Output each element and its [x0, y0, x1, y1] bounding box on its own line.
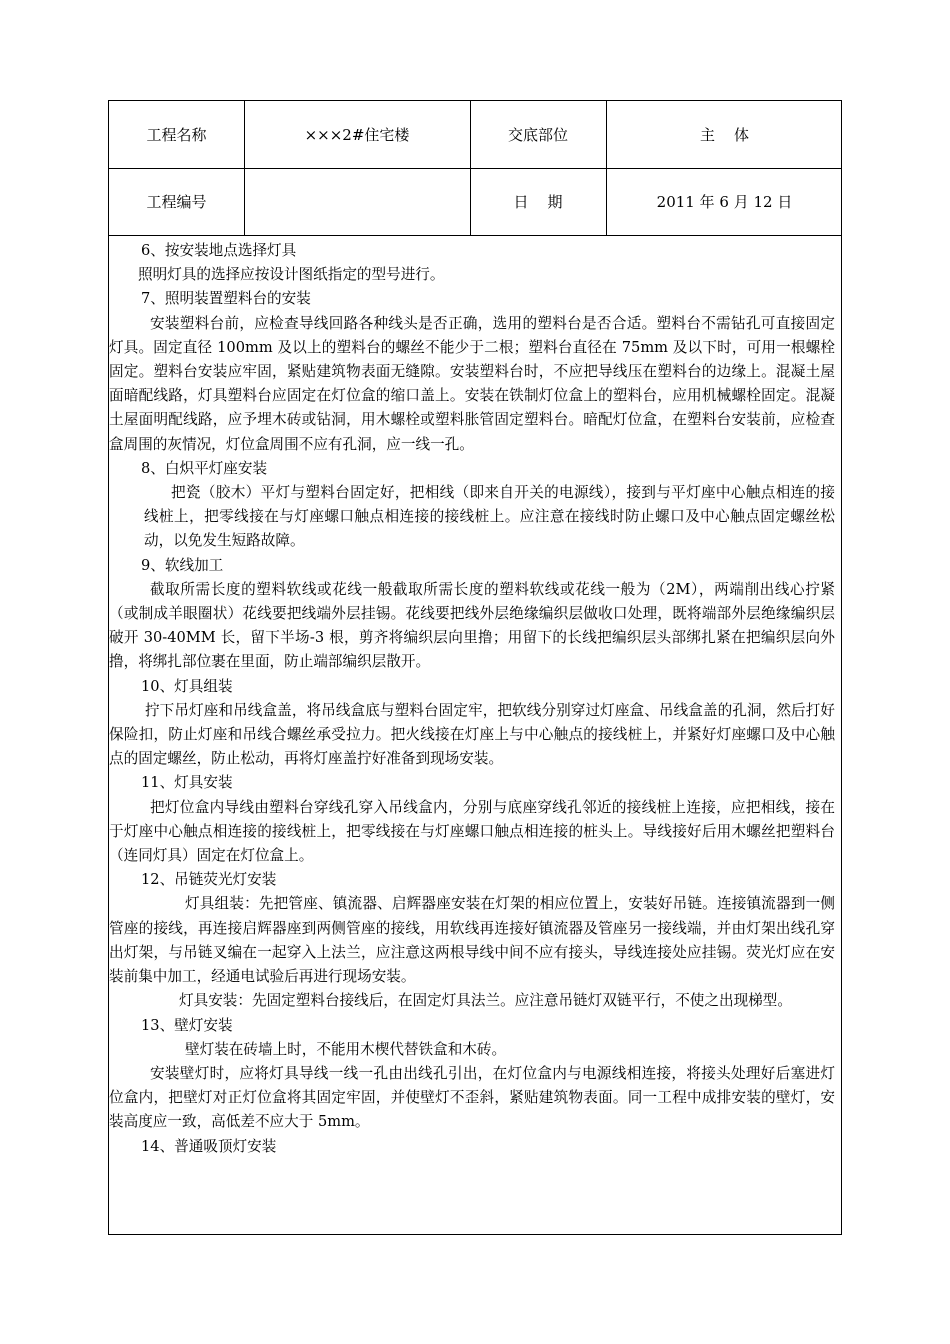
section-10-title: 10、灯具组装 [141, 677, 233, 695]
section-12-paragraph-1: 灯具组装：先把管座、镇流器、启辉器座安装在灯架的相应位置上，安装好吊链。连接镇流器到一侧管座的接线，再连接启辉器座到两侧管座的接线，用软线再连接好镇流器及管座另一接线端，并由灯架出线孔穿出灯架，与吊链叉编在一起穿入上法兰，应注意这两根导线中间不应有接头，导线连接处应挂锡。荧光灯应在安装前集中加工，经通电试验后再进行现场安装。 [109, 895, 835, 986]
section-6-title: 6、按安装地点选择灯具 [141, 242, 297, 259]
project-no-label: 工程编号 [146, 193, 207, 211]
section-12-paragraph-2: 灯具安装：先固定塑料台接线后，在固定灯具法兰。应注意吊链灯双链平行，不使之出现梯型。 [179, 992, 792, 1010]
section-13-paragraph-2: 安装壁灯时，应将灯具导线一线一孔由出线孔引出，在灯位盒内与电源线相连接，将接头处理好后塞进灯位盒内，把壁灯对正灯位盒将其固定牢固，并使壁灯不歪斜，紧贴建筑物表面。同一工程中成排安装的壁灯，安装高度应一致，高低差不应大于 5mm。 [109, 1064, 835, 1131]
section-12-title: 12、吊链荧光灯安装 [141, 871, 277, 889]
document-frame [108, 100, 842, 1235]
section-10-paragraph: 拧下吊灯座和吊线盒盖，将吊线盒底与塑料台固定牢，把软线分别穿过灯座盒、吊线盒盖的孔洞，然后打好保险扣，防止灯座和吊线合螺丝承受拉力。把火线接在灯座上与中心触点的接线桩上，并紧好灯座螺口及中心触点的固定螺丝，防止松动，再将灯座盖拧好准备到现场安装。 [109, 701, 835, 768]
section-11-paragraph: 把灯位盒内导线由塑料台穿线孔穿入吊线盒内，分别与底座穿线孔邻近的接线桩上连接，应把相线，接在于灯座中心触点相连接的接线桩上，把零线接在与灯座螺口触点相连接的桩头上。导线接好后用木螺丝把塑料台（连同灯具）固定在灯位盒上。 [109, 798, 835, 865]
date-label: 日 期 [513, 193, 563, 211]
section-9-title: 9、软线加工 [141, 556, 224, 574]
section-9-paragraph: 截取所需长度的塑料软线或花线一般截取所需长度的塑料软线或花线一般为（2M），两端削出线心拧紧（或制成羊眼圈状）花线要把线端外层挂锡。花线要把线外层绝缘编织层做收口处理，既将端部外层绝缘编织层破开 30-40MM 长，留下半场-3 根，剪齐将编织层向里撸；用留下的长线把编织层头部绑扎紧在把编织层向外撸，将绑扎部位裹在里面，防止端部编织层散开。 [109, 580, 835, 671]
section-8-paragraph: 把瓷（胶木）平灯与塑料台固定好，把相线（即来自开关的电源线），接到与平灯座中心触点相连的接线桩上，把零线接在与灯座螺口触点相连接的接线桩上。应注意在接线时防止螺口及中心触点固定螺丝松动，以免发生短路故障。 [144, 484, 835, 550]
project-name-label: 工程名称 [146, 126, 207, 144]
project-name-value: ×××2#住宅楼 [304, 126, 410, 144]
section-13-paragraph-1: 壁灯装在砖墙上时，不能用木楔代替铁盒和木砖。 [185, 1040, 507, 1058]
project-no-value [244, 168, 470, 235]
table-divider [109, 235, 841, 236]
section-13-title: 13、壁灯安装 [141, 1016, 233, 1034]
handover-part-label: 交底部位 [507, 126, 568, 144]
section-14-title: 14、普通吸顶灯安装 [141, 1137, 277, 1155]
section-8-title: 8、白炽平灯座安装 [141, 459, 268, 477]
document-body [109, 239, 835, 1159]
handover-part-value: 主 体 [699, 126, 750, 144]
section-7-paragraph: 安装塑料台前，应检查导线回路各种线头是否正确，选用的塑料台是否合适。塑料台不需钻孔可直接固定灯具。固定直径 100mm 及以上的塑料台的螺丝不能少于二根；塑料台直径在 75mm 及以下时，可用一根螺栓固定。塑料台安装应牢固，紧贴建筑物表面无缝隙。安装塑料台时，不应把导线压在塑料台的边缘上。混凝土屋面暗配线路，灯具塑料台应固定在灯位盒的缩口盖上。安装在铁制灯位盒上的塑料台，应用机械螺栓固定。混凝土屋面明配线路，应予埋木砖或钻洞，用木螺栓或塑料胀管固定塑料台。暗配灯位盒，在塑料台安装前，应检查盒周围的灰情况，灯位盒周围不应有孔洞，应一线一孔。 [109, 314, 835, 453]
section-6-paragraph: 照明灯具的选择应按设计图纸指定的型号进行。 [138, 266, 445, 284]
section-11-title: 11、灯具安装 [141, 774, 233, 792]
header-table [109, 101, 841, 235]
date-value: 2011 年 6 月 12 日 [656, 193, 793, 211]
section-7-title: 7、照明装置塑料台的安装 [141, 290, 311, 308]
